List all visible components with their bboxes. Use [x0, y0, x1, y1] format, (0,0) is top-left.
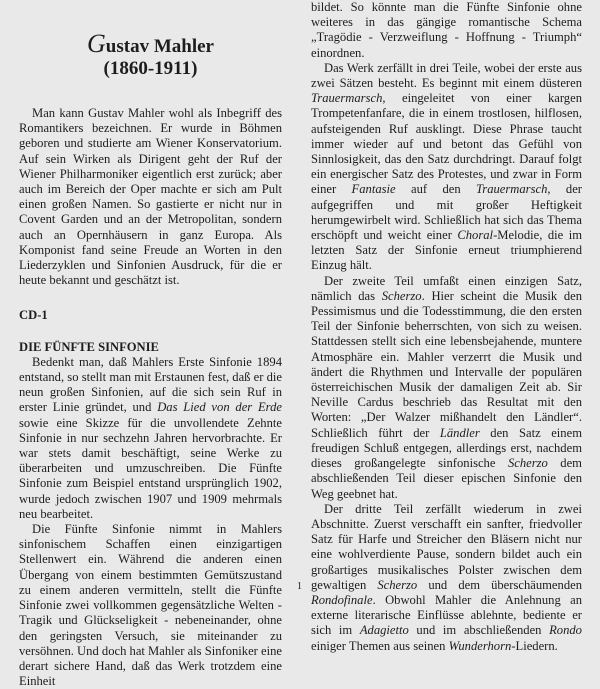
title-initial: G	[87, 29, 106, 58]
page-number: 1	[297, 581, 302, 592]
page-title	[19, 29, 282, 58]
text-run: Das Werk zerfällt in drei Teile, wobei der erste aus zwei Sätzen besteht. Es beginnt mit einem düsteren	[311, 60, 582, 91]
title-rest: ustav Mahler	[105, 36, 214, 57]
work-title: Das Lied von der Erde	[157, 400, 282, 415]
cd-label: CD-1	[19, 308, 48, 323]
text-run: auf den	[395, 182, 476, 197]
text-run: . Hier scheint die Musik den Pessimismus und die Todesstimmung, die den ersten Teil der Sinfonie beherrschten, von sich zu weisen. Stattdessen stellt sich eine lebensbejahende, muntere Atmosphäre ein. Mahler verzerrt die Musik und ändert die Rhythmen und Intervalle der populären österreichischen Musik der damaligen Zeit ab. Sir Neville Cardus beschrieb das Resultat mit den Worten: „Der Walzer mißhandelt den Ländler“. Schließlich führt der	[311, 288, 582, 440]
section-heading: DIE FÜNFTE SINFONIE	[19, 339, 159, 354]
italic-term: Scherzo	[381, 288, 422, 303]
paragraph-left-1	[19, 355, 282, 522]
text-run: sowie eine Skizze für die unvollendete Zehnte Sinfonie in nur sechzehn Jahren hervorbrachte. Er war stets damit beschäftigt, seine Werke zu überarbeiten und umzuschreiben. Die Fünfte Sinfonie zum Beispiel entstand ursprünglich 1902, wurde jedoch zwischen 1907 und 1909 mehrmals neu bearbeitet.	[19, 415, 282, 521]
text-run: Der zweite Teil umfaßt einen einzigen Satz, nämlich das	[311, 273, 582, 303]
italic-term: Ländler	[439, 425, 480, 440]
text-run: , der aufgegriffen und mit großer Heftigkeit herumgewirbelt wird. Schließlich hat sich das Thema erschöpft und weicht einer	[311, 182, 582, 243]
text-run: den Satz einem freudigen Schluß entgegen, allerdings erst, nachdem dieses großangelegte sinfonische	[311, 425, 582, 471]
text-run: -Melodie, die im letzten Satz der Sinfonie erneut triumphierend Einzug hält.	[311, 228, 582, 273]
text-run: Bedenkt man, daß Mahlers Erste Sinfonie 1894 entstand, so stellt man mit Erstaunen fest, daß er die neun großen Sinfonien, auf die sich sein Ruf in erster Linie gründet, und	[19, 354, 282, 415]
text-run: und dem überschäumenden	[417, 577, 583, 592]
italic-term: Scherzo	[507, 456, 548, 471]
text-run: , eingeleitet von einer kargen Trompetenfanfare, die in einem trostlosen, hilflosen, aufsteigenden Ruf ausklingt. Diese Phrase taucht immer wieder auf und betont das Gefühl von Sinnlosigkeit, das den Satz durchdringt. Darauf folgt ein energischer Satz des Protestes, und zwar in Form einer	[311, 91, 582, 197]
right-column	[311, 0, 582, 654]
life-years: (1860-1911)	[103, 58, 198, 79]
italic-term: Adagietto	[359, 623, 409, 638]
italic-term: Choral	[457, 228, 494, 243]
text-run: Der dritte Teil zerfällt wiederum in zwei Abschnitte. Zuerst verschafft ein sanfter, friedvoller Satz für Harfe und Streicher den Bläsern nicht nur eine wohlverdiente Pause, sondern bildet auch ein großartiges musikalisches Polster zwischen dem gewaltigen	[311, 501, 582, 592]
text-run: dem abschließenden Teil dieser epischen Sinfonie den Weg geebnet hat.	[311, 456, 582, 501]
italic-term: Wunderhorn	[448, 638, 512, 653]
italic-term: Fantasie	[351, 182, 396, 197]
text-run: -Liedern.	[511, 638, 558, 653]
text-run: einiger Themen aus seinen	[311, 638, 449, 653]
paragraph-right-2	[311, 61, 582, 274]
text-run: und im abschließenden	[408, 623, 550, 638]
italic-term: Rondofinale	[311, 592, 373, 607]
paragraph-right-1: bildet. So könnte man die Fünfte Sinfonie ohne weiteres in das gängige romantische Schema „Tragödie - Verzweiflung - Hoffnung - Triumph“ einordnen.	[311, 0, 582, 60]
paragraph-right-3	[311, 274, 582, 502]
italic-term: Trauermarsch	[311, 91, 383, 106]
left-column	[19, 0, 282, 689]
text-run: . Obwohl Mahler die Anlehnung an externe literarische Einflüsse ablehnte, bediente er sich im	[311, 592, 582, 638]
italic-term: Trauermarsch	[476, 182, 548, 197]
intro-paragraph: Man kann Gustav Mahler wohl als Inbegriff des Romantikers bezeichnen. Er wurde in Böhmen geboren und studierte am Wiener Konservatorium. Auf sein Wirken als Dirigent geht der Ruf der Wiener Philharmoniker eigentlich erst zurück; aber auch im Bereich der Oper machte er sich am Pult einen großen Namen. So gastierte er nicht nur in Covent Garden und an der Metropolitan, sondern auch an Opernhäusern in ganz Europa. Als Komponist fand seine Freude an Worten in den Liederzyklen und Sinfonien Ausdruck, für die er heute bekannt und geschätzt ist.	[19, 106, 282, 288]
paragraph-left-2: Die Fünfte Sinfonie nimmt in Mahlers sinfonischem Schaffen einen einzigartigen Stellenwert ein. Während die anderen einen Übergang von einem bestimmten Gemütszustand zu einem anderen vermitteln, stellt die Fünfte Sinfonie zwei vollkommen gegensätzliche Welten - Tragik und Glückseligkeit - nebeneinander, ohne den geringsten Versuch, sie miteinander zu versöhnen. Und doch hat Mahler als Sinfoniker eine derart sichere Hand, daß das Werk trotzdem eine Einheit	[19, 522, 282, 689]
italic-term: Rondo	[549, 623, 582, 638]
italic-term: Scherzo	[377, 577, 418, 592]
paragraph-right-4	[311, 502, 582, 654]
